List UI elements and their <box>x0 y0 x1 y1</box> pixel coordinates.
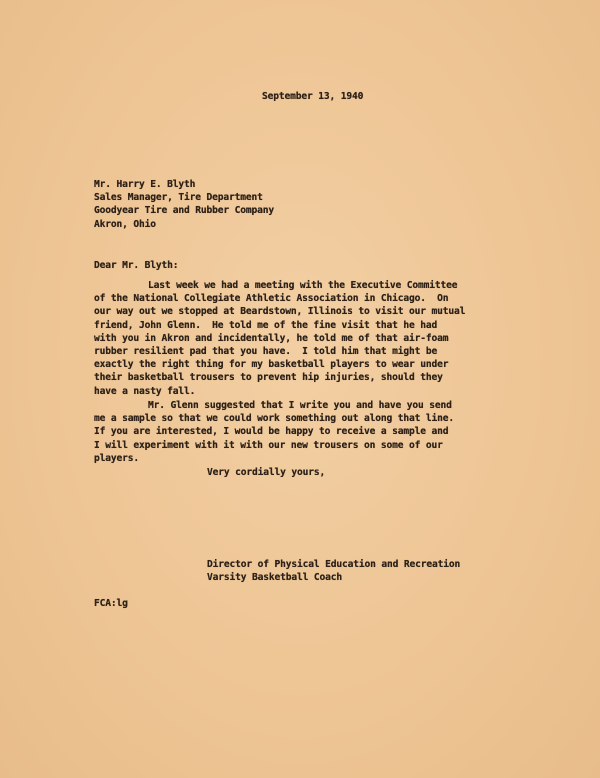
paragraph-line: Mr. Glenn suggested that I write you and have you send <box>148 400 452 411</box>
paragraph-line: rubber resilient pad that you have. I told him that might be <box>94 346 438 358</box>
paragraph-line: players. <box>94 452 140 464</box>
paragraph-line: have a nasty fall. <box>94 385 196 397</box>
letter-date: September 13, 1940 <box>262 91 364 102</box>
complimentary-close: Very cordially yours, <box>207 467 326 478</box>
body-paragraph-1 <box>94 279 465 398</box>
body-paragraph-2 <box>94 399 454 465</box>
paragraph-line: with you in Akron and incidentally, he told me of that air-foam <box>94 332 449 344</box>
paragraph-line: our way out we stopped at Beardstown, Illinois to visit our mutual <box>94 306 466 318</box>
recipient-line: Goodyear Tire and Rubber Company <box>94 205 275 217</box>
recipient-address <box>94 178 274 231</box>
paragraph-line: exactly the right thing for my basketball players to wear under <box>94 359 449 371</box>
signature-block <box>207 558 460 584</box>
paragraph-line: If you are interested, I would be happy to receive a sample and <box>94 426 449 438</box>
paragraph-line: Last week we had a meeting with the Executive Committee <box>148 280 458 291</box>
signature-line: Director of Physical Education and Recreation <box>207 559 461 570</box>
recipient-line: Sales Manager, Tire Department <box>94 192 263 204</box>
paragraph-line: friend, John Glenn. He told me of the fine visit that he had <box>94 319 438 331</box>
salutation: Dear Mr. Blyth: <box>94 260 179 271</box>
paragraph-line: I will experiment with it with our new trousers on some of our <box>94 439 443 451</box>
paragraph-line: me a sample so that we could work something out along that line. <box>94 413 455 425</box>
paragraph-line: their basketball trousers to prevent hip injuries, should they <box>94 372 443 384</box>
signature-line: Varsity Basketball Coach <box>207 572 343 584</box>
recipient-line: Akron, Ohio <box>94 218 156 230</box>
recipient-line: Mr. Harry E. Blyth <box>94 179 196 190</box>
paragraph-line: of the National Collegiate Athletic Association in Chicago. On <box>94 293 449 305</box>
reference-initials: FCA:lg <box>94 598 128 609</box>
